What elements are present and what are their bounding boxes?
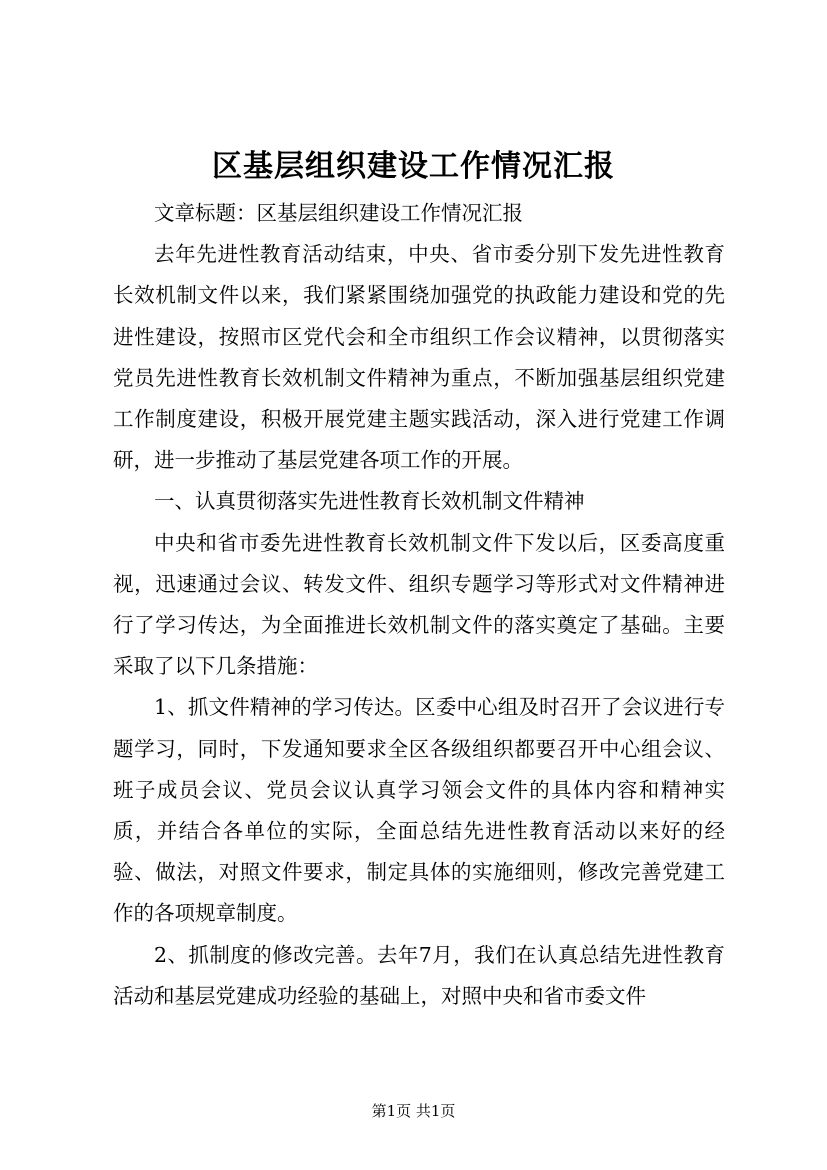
document-title: 区基层组织建设工作情况汇报 — [212, 149, 615, 184]
section-heading: 一、认真贯彻落实先进性教育长效机制文件精神 — [154, 489, 585, 514]
intro-paragraph: 去年先进性教育活动结束，中央、省市委分别下发先进性教育长效机制文件以来，我们紧紧围绕加强党的执政能力建设和党的先进性建设，按照市区党代会和全市组织工作会议精神，以贯彻落实党员先进性教育长效机制文件精神为重点，不断加强基层组织党建工作制度建设，积极开展党建主题实践活动，深入进行党建工作调研，进一步推动了基层党建各项工作的开展。 — [113, 242, 725, 473]
article-heading-line: 文章标题：区基层组织建设工作情况汇报 — [154, 201, 523, 225]
document-body — [113, 193, 725, 1017]
page-number-footer: 第1页 共1页 — [371, 1102, 456, 1120]
measure-paragraph-2: 2、抓制度的修改完善。去年7月，我们在认真总结先进性教育活动和基层党建成功经验的基础上，对照中央和省市委文件 — [113, 942, 725, 1008]
section-paragraph: 中央和省市委先进性教育长效机制文件下发以后，区委高度重视，迅速通过会议、转发文件、组织专题学习等形式对文件精神进行了学习传达，为全面推进长效机制文件的落实奠定了基础。主要采取了以下几条措施： — [113, 530, 725, 679]
measure-paragraph-1: 1、抓文件精神的学习传达。区委中心组及时召开了会议进行专题学习，同时，下发通知要求全区各级组织都要召开中心组会议、班子成员会议、党员会议认真学习领会文件的具体内容和精神实质，并结合各单位的实际，全面总结先进性教育活动以来好的经验、做法，对照文件要求，制定具体的实施细则，修改完善党建工作的各项规章制度。 — [113, 695, 725, 926]
